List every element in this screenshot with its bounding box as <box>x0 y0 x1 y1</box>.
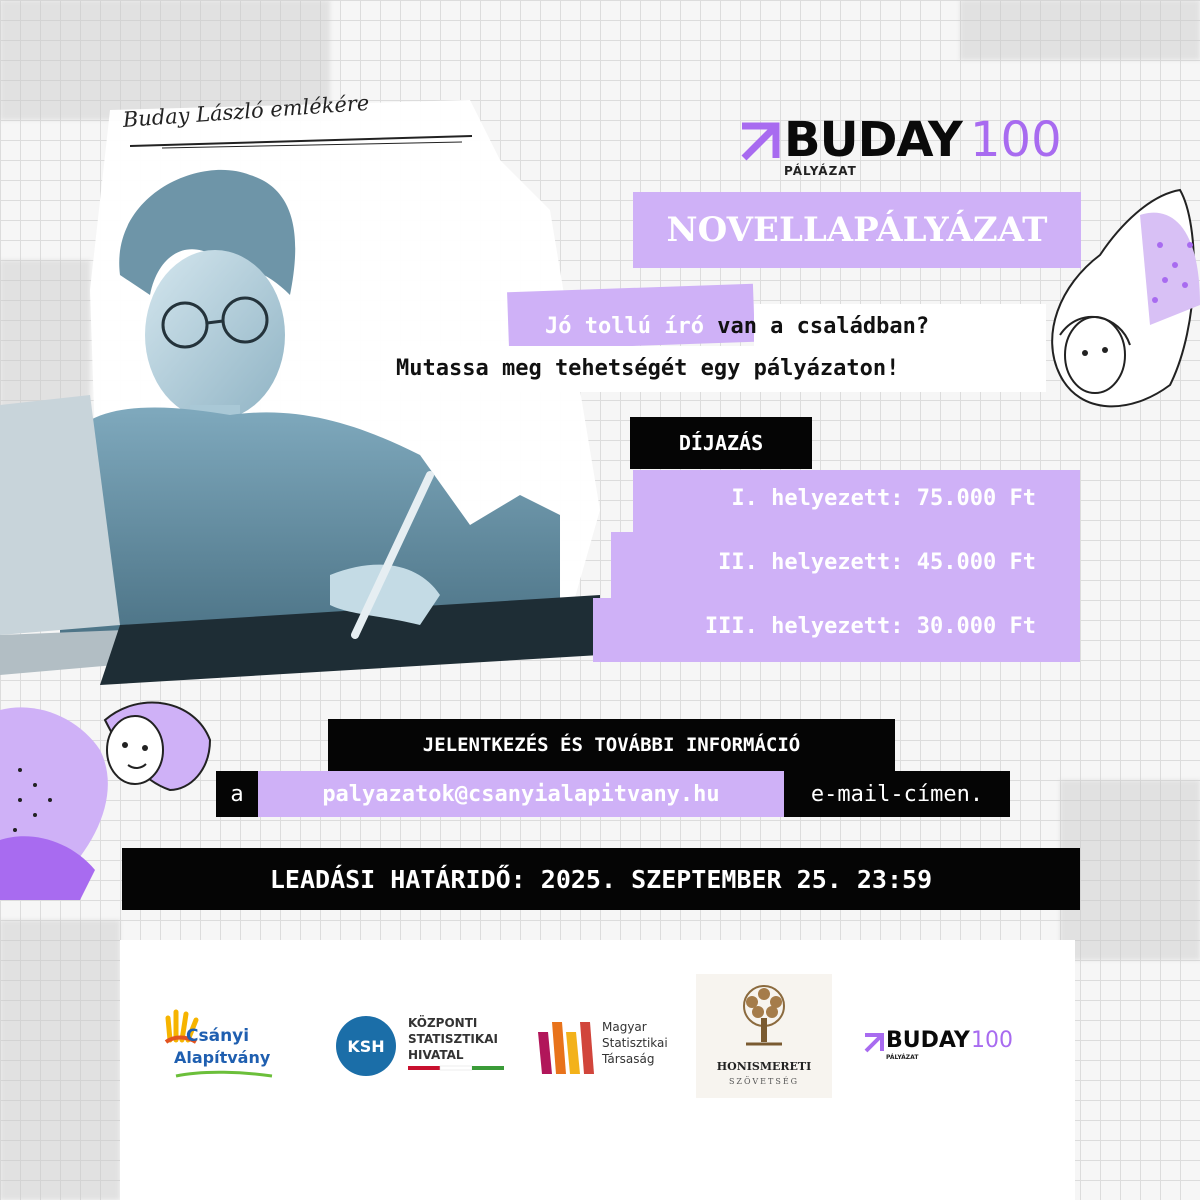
contact-suffix-box <box>784 771 1010 817</box>
ksh-line2: STATISZTIKAI <box>408 1032 498 1046</box>
prize-first: I. helyezett: 75.000 Ft <box>731 486 1036 511</box>
sponsor-panel <box>120 940 1075 1200</box>
mst-stripes-icon <box>538 1022 594 1074</box>
prize-row <box>593 598 1080 662</box>
writing-girl-photo <box>0 155 600 685</box>
tagline-line1 <box>545 314 929 339</box>
tagline-highlight: Jó tollú író <box>545 314 704 339</box>
ksh-abbr: KSH <box>347 1036 385 1056</box>
deadline-banner <box>122 848 1080 910</box>
logo-brand-main: BUDAY <box>784 112 962 168</box>
contact-prefix-box <box>216 771 258 817</box>
logo-subtitle: PÁLYÁZAT <box>784 164 857 178</box>
mst-line2: Statisztikai <box>602 1036 668 1050</box>
sponsor-ksh-logo <box>336 1014 506 1084</box>
csanyi-underline <box>174 1070 274 1080</box>
texture-smudge <box>1060 780 1200 960</box>
contact-suffix: e-mail-címen. <box>810 781 984 807</box>
prize-second: II. helyezett: 45.000 Ft <box>718 550 1036 575</box>
tree-icon <box>734 984 794 1052</box>
csanyi-line2: Alapítvány <box>174 1048 271 1067</box>
prize-third: III. helyezett: 30.000 Ft <box>704 614 1036 639</box>
ksh-line1: KÖZPONTI <box>408 1016 478 1030</box>
tagline-line1-rest: van a családban? <box>703 314 930 339</box>
contact-email-box[interactable] <box>258 771 784 817</box>
small-logo-subtitle: PÁLYÁZAT <box>886 1054 919 1061</box>
underline-scribble <box>122 130 482 150</box>
ksh-flag-stripe <box>408 1064 504 1074</box>
prize-row <box>633 470 1080 532</box>
csanyi-line1: Csányi <box>186 1026 250 1046</box>
contact-heading-label: JELENTKEZÉS ÉS TOVÁBBI INFORMÁCIÓ <box>422 734 801 756</box>
prizes-heading-label: DÍJAZÁS <box>678 431 764 455</box>
sponsor-buday100-logo <box>863 1030 1043 1070</box>
honismereti-line1: HONISMERETI <box>716 1060 812 1073</box>
contact-heading <box>328 719 895 771</box>
small-logo-brand-main: BUDAY <box>886 1028 970 1053</box>
texture-smudge <box>0 920 120 1200</box>
arrow-up-right-icon <box>738 122 782 162</box>
ksh-circle-icon <box>336 1016 396 1076</box>
sponsor-honismereti-logo <box>696 974 832 1098</box>
buday100-logo <box>738 112 1088 180</box>
deadline-text: LEADÁSI HATÁRIDŐ: 2025. SZEPTEMBER 25. 23:59 <box>269 864 933 894</box>
logo-brand-number: 100 <box>970 112 1062 168</box>
page-title: NOVELLAPÁLYÁZAT <box>666 210 1048 250</box>
ksh-line3: HIVATAL <box>408 1048 464 1062</box>
prizes-heading <box>630 417 812 469</box>
mst-line1: Magyar <box>602 1020 647 1034</box>
title-banner <box>633 192 1081 268</box>
contact-prefix: a <box>230 781 244 807</box>
dedication-text: Buday László emlékére <box>122 90 370 132</box>
tagline-line2: Mutassa meg tehetségét egy pályázaton! <box>396 356 900 381</box>
dedication-block <box>122 90 482 158</box>
prize-row <box>611 532 1080 598</box>
mst-line3: Társaság <box>602 1052 655 1066</box>
contact-email-link[interactable]: palyazatok@csanyialapitvany.hu <box>322 781 720 807</box>
small-logo-brand-number: 100 <box>971 1028 1013 1053</box>
sponsor-csanyi-logo <box>160 1004 290 1084</box>
woman-illustration <box>1040 185 1200 425</box>
texture-smudge <box>960 0 1200 60</box>
arrow-up-right-icon <box>863 1033 885 1053</box>
sponsor-mst-logo <box>538 1016 678 1086</box>
honismereti-line2: SZÖVETSÉG <box>728 1077 800 1086</box>
